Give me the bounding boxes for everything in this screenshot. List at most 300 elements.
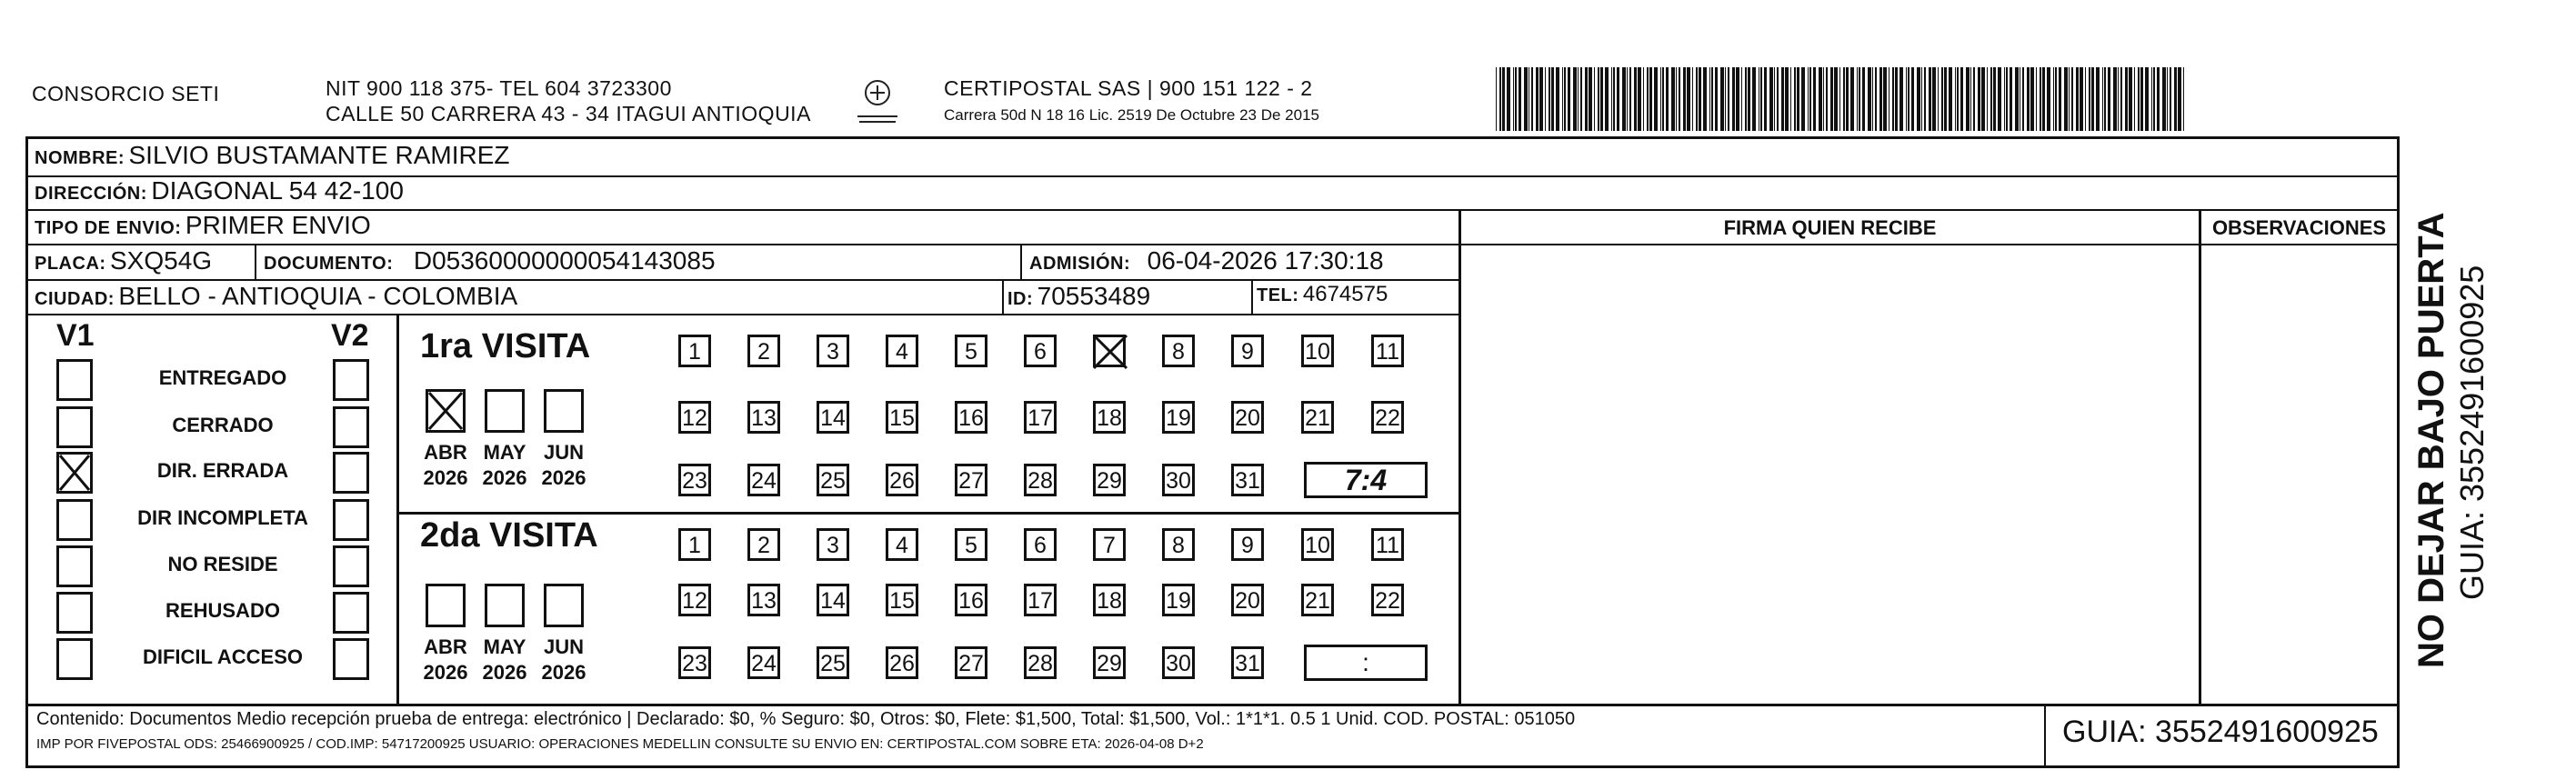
- firma-header: FIRMA QUIEN RECIBE: [1723, 216, 1937, 239]
- barcode-bar: [1752, 67, 1756, 131]
- barcode-bar: [2170, 67, 2171, 131]
- first-visit-day[interactable]: 16: [955, 401, 987, 434]
- first-visit-day[interactable]: 23: [678, 464, 711, 496]
- barcode-bar: [1683, 67, 1686, 131]
- second-visit-day[interactable]: 30: [1162, 646, 1195, 679]
- month-name: JUN: [543, 441, 584, 464]
- status-reason-label: REHUSADO: [165, 599, 280, 622]
- barcode-bar: [2120, 67, 2122, 131]
- barcode-bar: [2015, 67, 2019, 131]
- second-visit-day[interactable]: 24: [747, 646, 780, 679]
- barcode-bar: [1872, 67, 1873, 131]
- second-visit-title: 2da VISITA: [420, 516, 598, 555]
- barcode-bar: [1536, 67, 1539, 131]
- status-reason-label: DIFICIL ACCESO: [142, 645, 303, 668]
- barcode-bar: [2129, 67, 2132, 131]
- second-visit-day[interactable]: 27: [955, 646, 987, 679]
- barcode-bar: [1715, 67, 1718, 131]
- barcode-bar: [1990, 67, 1992, 131]
- first-visit-day[interactable]: 6: [1024, 335, 1057, 367]
- id-row: [1007, 282, 1150, 311]
- barcode-bar: [1671, 67, 1675, 131]
- barcode-bar: [1720, 67, 1724, 131]
- barcode-bar: [2059, 67, 2061, 131]
- id-label: ID:: [1007, 289, 1034, 309]
- second-visit-month-checkbox[interactable]: [485, 584, 525, 627]
- barcode-bar: [1809, 67, 1811, 131]
- no-dejar-notice: NO DEJAR BAJO PUERTA: [2411, 212, 2451, 668]
- barcode-bar: [1711, 67, 1713, 131]
- barcode-bar: [1924, 67, 1926, 131]
- first-visit-day[interactable]: 14: [817, 401, 849, 434]
- first-visit-day[interactable]: 5: [955, 335, 987, 367]
- v1-checkbox[interactable]: [56, 452, 93, 494]
- second-visit-day[interactable]: 2: [747, 528, 780, 561]
- barcode-bar: [2042, 67, 2045, 131]
- barcode-bar: [2151, 67, 2152, 131]
- barcode-bar: [1556, 67, 1559, 131]
- barcode-bar: [1955, 67, 1956, 131]
- barcode-bar: [1551, 67, 1554, 131]
- observaciones-area[interactable]: [2204, 247, 2395, 702]
- month-year: 2026: [423, 661, 468, 684]
- barcode-bar: [1622, 67, 1626, 131]
- barcode-bar: [1875, 67, 1877, 131]
- second-visit-month-checkbox[interactable]: [544, 584, 584, 627]
- v1-checkbox[interactable]: [56, 545, 93, 587]
- barcode-bar: [1709, 67, 1710, 131]
- nombre-row: [35, 141, 510, 170]
- first-visit-day[interactable]: 13: [747, 401, 780, 434]
- second-visit-day[interactable]: 6: [1024, 528, 1057, 561]
- second-visit-day[interactable]: 9: [1231, 528, 1264, 561]
- second-visit-day[interactable]: 15: [886, 584, 918, 616]
- barcode-bar: [2076, 67, 2079, 131]
- first-visit-day[interactable]: 22: [1371, 401, 1404, 434]
- barcode-bar: [1545, 67, 1546, 131]
- postal-logo-icon: [850, 73, 905, 127]
- second-visit-day[interactable]: 7: [1093, 528, 1126, 561]
- ciudad-value: BELLO - ANTIOQUIA - COLOMBIA: [118, 282, 518, 310]
- barcode-bar: [2118, 67, 2119, 131]
- barcode-bar: [1679, 67, 1680, 131]
- barcode-bar: [1578, 67, 1579, 131]
- barcode-bar: [2145, 67, 2149, 131]
- barcode-bar: [1932, 67, 1936, 131]
- barcode-bar: [1850, 67, 1854, 131]
- second-visit-day[interactable]: 23: [678, 646, 711, 679]
- barcode-bar: [1823, 67, 1824, 131]
- direccion-label: DIRECCIÓN:: [35, 184, 147, 204]
- second-visit-day[interactable]: 20: [1231, 584, 1264, 616]
- second-visit-day[interactable]: 1: [678, 528, 711, 561]
- placa-label: PLACA:: [35, 254, 106, 274]
- barcode-bar: [2053, 67, 2054, 131]
- first-visit-day[interactable]: 17: [1024, 401, 1057, 434]
- second-visit-day[interactable]: 25: [817, 646, 849, 679]
- month-name: MAY: [483, 635, 526, 658]
- barcode-bar: [1745, 67, 1747, 131]
- barcode-bar: [1892, 67, 1894, 131]
- documento-value: D05360000000054143085: [413, 246, 716, 275]
- tel-label: TEL:: [1257, 285, 1299, 305]
- barcode-bar: [1785, 67, 1789, 131]
- barcode-bar: [1513, 67, 1514, 131]
- second-visit-day[interactable]: 12: [678, 584, 711, 616]
- barcode-bar: [1813, 67, 1816, 131]
- barcode-bar: [1839, 67, 1840, 131]
- month-year: 2026: [541, 661, 586, 684]
- admision-label: ADMISIÓN:: [1029, 254, 1131, 274]
- tipo-row: [35, 211, 371, 240]
- barcode-bar: [1539, 67, 1543, 131]
- status-reason-label: ENTREGADO: [158, 366, 287, 389]
- second-visit-day[interactable]: 13: [747, 584, 780, 616]
- barcode-bar: [1696, 67, 1698, 131]
- barcode-bar: [1790, 67, 1791, 131]
- v2-checkbox[interactable]: [333, 406, 369, 448]
- id-value: 70553489: [1037, 282, 1151, 310]
- barcode-bar: [1944, 67, 1947, 131]
- first-visit-day[interactable]: 2: [747, 335, 780, 367]
- barcode-bar: [1594, 67, 1595, 131]
- company-name: CONSORCIO SETI: [32, 82, 220, 105]
- barcode-bar: [1993, 67, 1996, 131]
- status-reason-label: NO RESIDE: [167, 553, 278, 575]
- barcode-bar: [1921, 67, 1922, 131]
- barcode-bar: [1834, 67, 1838, 131]
- barcode-bar: [2069, 67, 2070, 131]
- barcode-bar: [1895, 67, 1898, 131]
- barcode-bar: [1846, 67, 1849, 131]
- barcode-bar: [1929, 67, 1931, 131]
- barcode-bar: [1777, 67, 1779, 131]
- first-visit-month-checkbox[interactable]: [426, 389, 466, 433]
- contenido-line: Contenido: Documentos Medio recepción prueba de entrega: electrónico | Declarado: $0, % Seguro: $0, Otros: $0, Flete: $1,500, Total: $1,500, Vol.: 1*1*1. 0.5 1 Unid. COD. POSTAL: 051050: [36, 709, 1576, 729]
- barcode-bar: [1843, 67, 1845, 131]
- guia-vertical: GUIA: 3552491600925: [2453, 265, 2491, 600]
- barcode-bar: [2134, 67, 2135, 131]
- barcode-bar: [1617, 67, 1619, 131]
- barcode-bar: [2030, 67, 2034, 131]
- barcode-bar: [1917, 67, 1920, 131]
- v2-checkbox[interactable]: [333, 359, 369, 401]
- month-name: MAY: [483, 441, 526, 464]
- month-name: JUN: [543, 635, 584, 658]
- barcode-bar: [2102, 67, 2103, 131]
- barcode-bar: [1960, 67, 1963, 131]
- barcode-bar: [1573, 67, 1577, 131]
- certificate-line2: Carrera 50d N 18 16 Lic. 2519 De Octubre 23 De 2015: [944, 106, 1319, 124]
- barcode-bar: [1868, 67, 1871, 131]
- barcode-bar: [2153, 67, 2155, 131]
- barcode-bar: [1911, 67, 1914, 131]
- barcode-bar: [2064, 67, 2068, 131]
- barcode-bar: [2091, 67, 2094, 131]
- month-year: 2026: [482, 661, 527, 684]
- barcode-bar: [1728, 67, 1729, 131]
- barcode-bar: [2040, 67, 2041, 131]
- barcode-bar: [2010, 67, 2012, 131]
- barcode-bar: [1649, 67, 1652, 131]
- status-reason-label: DIR. ERRADA: [156, 459, 289, 482]
- barcode-bar: [1966, 67, 1970, 131]
- barcode-bar: [1643, 67, 1644, 131]
- observaciones-header: OBSERVACIONES: [2211, 216, 2387, 239]
- signature-area[interactable]: [1464, 247, 2196, 702]
- barcode-bar: [1736, 67, 1739, 131]
- v1-label: V1: [56, 318, 95, 353]
- second-visit-day[interactable]: 18: [1093, 584, 1126, 616]
- placa-value: SXQ54G: [110, 246, 213, 275]
- tipo-value: PRIMER ENVIO: [185, 211, 371, 239]
- barcode-bar: [1507, 67, 1510, 131]
- certificate-line1: CERTIPOSTAL SAS | 900 151 122 - 2: [944, 76, 1313, 100]
- first-visit-day[interactable]: 27: [955, 464, 987, 496]
- month-name: ABR: [424, 635, 467, 658]
- barcode-bar: [1879, 67, 1882, 131]
- second-visit-time[interactable]: :: [1304, 645, 1428, 681]
- month-name: ABR: [424, 441, 467, 464]
- first-visit-day[interactable]: 9: [1231, 335, 1264, 367]
- barcode-bar: [1859, 67, 1860, 131]
- barcode-bar: [2174, 67, 2177, 131]
- barcode-bar: [2178, 67, 2181, 131]
- v2-checkbox[interactable]: [333, 452, 369, 494]
- first-visit-day[interactable]: 18: [1093, 401, 1126, 434]
- barcode-bar: [1662, 67, 1664, 131]
- v1-checkbox[interactable]: [56, 592, 93, 634]
- v2-checkbox[interactable]: [333, 545, 369, 587]
- second-visit-day[interactable]: 5: [955, 528, 987, 561]
- second-visit-month-label: [477, 635, 532, 685]
- barcode-bar: [1703, 67, 1707, 131]
- ciudad-row: [35, 282, 517, 311]
- barcode-bar: [2004, 67, 2005, 131]
- barcode-bar: [2157, 67, 2160, 131]
- barcode-bar: [1808, 67, 1809, 131]
- guia-footer: GUIA: 3552491600925: [2062, 715, 2379, 749]
- first-visit-month-checkbox[interactable]: [544, 389, 584, 433]
- barcode-bar: [1613, 67, 1615, 131]
- barcode-bar: [1531, 67, 1533, 131]
- status-reason-label: DIR INCOMPLETA: [137, 506, 308, 529]
- address-line: CALLE 50 CARRERA 43 - 34 ITAGUI ANTIOQUIA: [326, 102, 811, 125]
- barcode-bar: [2183, 67, 2184, 131]
- v1-checkbox[interactable]: [56, 638, 93, 680]
- first-visit-month-checkbox[interactable]: [485, 389, 525, 433]
- second-visit-day[interactable]: 31: [1231, 646, 1264, 679]
- barcode-bar: [1564, 67, 1566, 131]
- imp-line: IMP POR FIVEPOSTAL ODS: 25466900925 / COD.IMP: 54717200925 USUARIO: OPERACIONES MEDELLIN CONSULTE SU ENVIO EN: CERTIPOSTAL.COM SOBRE ETA: 2026-04-08 D+2: [36, 736, 1204, 752]
- barcode-bar: [1826, 67, 1828, 131]
- barcode-bar: [1589, 67, 1592, 131]
- barcode-bar: [1600, 67, 1603, 131]
- second-visit-day[interactable]: 4: [886, 528, 918, 561]
- barcode-bar: [1987, 67, 1988, 131]
- barcode-bar: [1499, 67, 1501, 131]
- first-visit-month-label: [477, 440, 532, 491]
- barcode-bar: [1819, 67, 1822, 131]
- barcode-bar: [2022, 67, 2024, 131]
- barcode-bar: [1524, 67, 1528, 131]
- first-visit-day[interactable]: 21: [1301, 401, 1334, 434]
- barcode-bar: [1605, 67, 1609, 131]
- v2-label: V2: [331, 318, 369, 353]
- barcode-bar: [2104, 67, 2106, 131]
- barcode-bar: [1580, 67, 1582, 131]
- documento-label: DOCUMENTO:: [264, 254, 394, 274]
- barcode-bar: [1549, 67, 1550, 131]
- second-visit-day[interactable]: 16: [955, 584, 987, 616]
- documento-row: [264, 246, 716, 275]
- first-visit-time[interactable]: 7:4: [1304, 462, 1428, 498]
- barcode-bar: [1629, 67, 1631, 131]
- first-visit-day[interactable]: 26: [886, 464, 918, 496]
- barcode-bar: [1515, 67, 1517, 131]
- first-visit-day[interactable]: 25: [817, 464, 849, 496]
- barcode-bar: [1502, 67, 1505, 131]
- v1-checkbox[interactable]: [56, 499, 93, 541]
- admision-value: 06-04-2026 17:30:18: [1147, 246, 1384, 275]
- barcode-bar: [2036, 67, 2037, 131]
- barcode-bar: [2080, 67, 2083, 131]
- barcode-bar: [1741, 67, 1742, 131]
- second-visit-day[interactable]: 22: [1371, 584, 1404, 616]
- barcode-bar: [1764, 67, 1767, 131]
- first-visit-month-label: [536, 440, 591, 491]
- barcode-bar: [1732, 67, 1735, 131]
- barcode-bar: [1797, 67, 1799, 131]
- first-visit-day[interactable]: 28: [1024, 464, 1057, 496]
- barcode-bar: [1725, 67, 1726, 131]
- barcode-bar: [2047, 67, 2050, 131]
- barcode-bar: [1998, 67, 2001, 131]
- barcode-bar: [2089, 67, 2090, 131]
- barcode-bar: [1676, 67, 1677, 131]
- barcode-bar: [2162, 67, 2166, 131]
- barcode-bar: [2125, 67, 2128, 131]
- first-visit-day[interactable]: 10: [1301, 335, 1334, 367]
- barcode-bar: [1627, 67, 1628, 131]
- direccion-row: [35, 176, 404, 205]
- first-visit-day[interactable]: 31: [1231, 464, 1264, 496]
- first-visit-day[interactable]: 30: [1162, 464, 1195, 496]
- v1-checkbox[interactable]: [56, 406, 93, 448]
- barcode-bar: [1941, 67, 1943, 131]
- barcode-bar: [1692, 67, 1693, 131]
- second-visit-month-label: [418, 635, 473, 685]
- first-visit-day[interactable]: 12: [678, 401, 711, 434]
- barcode-bar: [1899, 67, 1903, 131]
- barcode-bar: [1781, 67, 1784, 131]
- first-visit-day[interactable]: 11: [1371, 335, 1404, 367]
- barcode-bar: [1862, 67, 1865, 131]
- first-visit-title: 1ra VISITA: [420, 327, 591, 365]
- nit-line: NIT 900 118 375- TEL 604 3723300: [326, 76, 672, 100]
- barcode-bar: [2055, 67, 2057, 131]
- second-visit-day[interactable]: 21: [1301, 584, 1334, 616]
- second-visit-day[interactable]: 28: [1024, 646, 1057, 679]
- v2-checkbox[interactable]: [333, 499, 369, 541]
- second-visit-month-checkbox[interactable]: [426, 584, 466, 627]
- ciudad-label: CIUDAD:: [35, 289, 115, 309]
- first-visit-day[interactable]: 29: [1093, 464, 1126, 496]
- second-visit-day[interactable]: 11: [1371, 528, 1404, 561]
- barcode-bar: [1908, 67, 1909, 131]
- second-visit-day[interactable]: 14: [817, 584, 849, 616]
- first-visit-day[interactable]: 19: [1162, 401, 1195, 434]
- barcode-bar: [1611, 67, 1612, 131]
- barcode-bar: [1660, 67, 1661, 131]
- barcode-bar: [1687, 67, 1690, 131]
- first-visit-day[interactable]: 3: [817, 335, 849, 367]
- v2-checkbox[interactable]: [333, 592, 369, 634]
- barcode-bar: [1568, 67, 1570, 131]
- barcode-bar: [1647, 67, 1649, 131]
- v1-checkbox[interactable]: [56, 359, 93, 401]
- barcode-bar: [1906, 67, 1907, 131]
- nombre-label: NOMBRE:: [35, 148, 125, 168]
- month-year: 2026: [423, 466, 468, 489]
- barcode-bar: [1970, 67, 1971, 131]
- month-year: 2026: [541, 466, 586, 489]
- barcode-bar: [1794, 67, 1796, 131]
- second-visit-day[interactable]: 19: [1162, 584, 1195, 616]
- first-visit-day[interactable]: 8: [1162, 335, 1195, 367]
- status-reason-label: CERRADO: [172, 414, 274, 436]
- direccion-value: DIAGONAL 54 42-100: [151, 176, 404, 205]
- barcode: [1496, 67, 2187, 131]
- month-year: 2026: [482, 466, 527, 489]
- barcode-bar: [1857, 67, 1858, 131]
- tipo-label: TIPO DE ENVIO:: [35, 218, 182, 238]
- barcode-bar: [1699, 67, 1701, 131]
- barcode-bar: [2108, 67, 2110, 131]
- barcode-bar: [1883, 67, 1887, 131]
- barcode-bar: [2140, 67, 2143, 131]
- barcode-bar: [1760, 67, 1762, 131]
- first-visit-day[interactable]: [1093, 335, 1126, 367]
- barcode-bar: [1585, 67, 1588, 131]
- barcode-bar: [1496, 67, 1497, 131]
- admision-row: [1029, 246, 1384, 275]
- first-visit-day[interactable]: 24: [747, 464, 780, 496]
- barcode-bar: [1973, 67, 1975, 131]
- barcode-bar: [1562, 67, 1563, 131]
- barcode-bar: [2027, 67, 2030, 131]
- barcode-bar: [1938, 67, 1939, 131]
- second-visit-day[interactable]: 17: [1024, 584, 1057, 616]
- second-visit-day[interactable]: 10: [1301, 528, 1334, 561]
- barcode-bar: [1801, 67, 1805, 131]
- barcode-bar: [1981, 67, 1985, 131]
- second-visit-day[interactable]: 8: [1162, 528, 1195, 561]
- first-visit-day[interactable]: 20: [1231, 401, 1264, 434]
- barcode-bar: [2071, 67, 2073, 131]
- first-visit-day[interactable]: 15: [886, 401, 918, 434]
- second-visit-day[interactable]: 3: [817, 528, 849, 561]
- second-visit-day[interactable]: 29: [1093, 646, 1126, 679]
- barcode-bar: [1634, 67, 1637, 131]
- second-visit-month-label: [536, 635, 591, 685]
- first-visit-day[interactable]: 4: [886, 335, 918, 367]
- v2-checkbox[interactable]: [333, 638, 369, 680]
- barcode-bar: [1774, 67, 1775, 131]
- second-visit-day[interactable]: 26: [886, 646, 918, 679]
- first-visit-day[interactable]: 1: [678, 335, 711, 367]
- barcode-bar: [1598, 67, 1599, 131]
